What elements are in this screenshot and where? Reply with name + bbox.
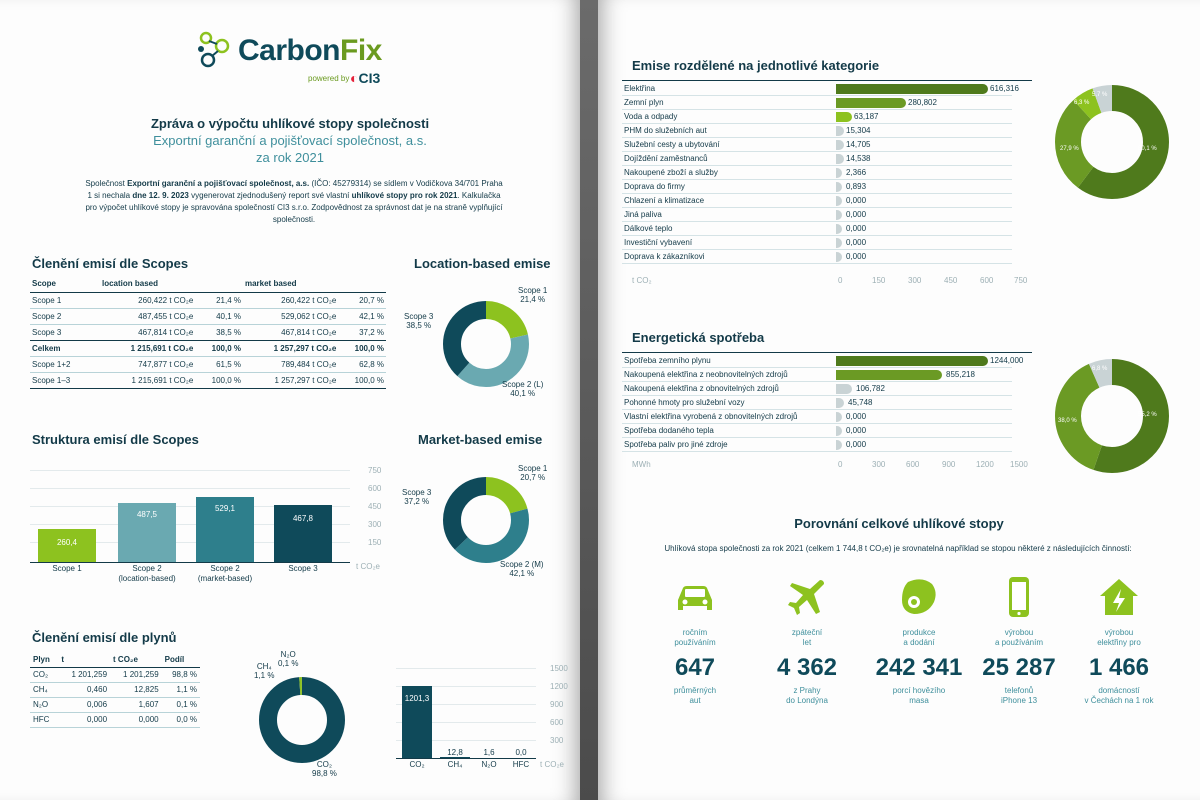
category-bar xyxy=(836,112,852,122)
tick-label: 1200 xyxy=(976,460,994,469)
donut-value-label: 6,8 % xyxy=(1092,366,1108,372)
tick-label: 300 xyxy=(908,276,922,285)
donut-value-label: 38,0 % xyxy=(1058,418,1077,424)
report-year: za rok 2021 xyxy=(256,150,324,165)
report-title: Zpráva o výpočtu uhlíkové stopy společnosti xyxy=(150,116,430,131)
bar-value-label: 260,4 xyxy=(56,538,78,547)
category-bar xyxy=(836,210,842,220)
category-bar xyxy=(836,84,988,94)
logo-wordmark: CarbonFix xyxy=(238,34,382,67)
tick-label: 0 xyxy=(838,460,843,469)
structure-bar-chart xyxy=(30,462,390,583)
categories-donut-chart xyxy=(1050,80,1174,204)
energy-row: Spotřeba paliv pro jiné zdroje 0,000 xyxy=(622,438,1012,452)
market-donut-heading: Market-based emise xyxy=(418,432,543,447)
powered-by-label: powered by xyxy=(308,74,350,83)
report-company: Exportní garanční a pojišťovací společnost, a.s. xyxy=(153,133,427,148)
gas-bar-chart xyxy=(396,664,576,774)
energy-row: Vlastní elektřina vyrobená z obnovitelných zdrojů 0,000 xyxy=(622,410,1012,424)
bar-value-label: 1201,3 xyxy=(404,694,430,703)
bar-value-label: 0,0 xyxy=(515,748,527,757)
bar-category-label: Scope 1 xyxy=(52,564,82,573)
market-label-scope1: Scope 1 20,7 % xyxy=(518,464,548,482)
house-electricity-icon xyxy=(1096,574,1142,620)
donut-value-label: 5,7 % xyxy=(1092,92,1108,98)
comparison-item-flights: zpáteční let 4 362 z Prahy do Londýna xyxy=(752,574,862,706)
unit-label: t CO₂ xyxy=(632,276,652,285)
table-row-total: Celkem 1 215,691 t CO₂e 100,0 % 1 257,297 t CO₂e 100,0 % xyxy=(30,340,386,356)
tick-label: 450 xyxy=(944,276,958,285)
tick-label: 600 xyxy=(550,718,564,727)
energy-row: Spotřeba zemního plynu 1244,000 xyxy=(622,354,1012,368)
tick-label: 600 xyxy=(906,460,920,469)
category-bar xyxy=(836,140,844,150)
category-row: Služební cesty a ubytování 14,705 xyxy=(622,138,1012,152)
bar-value-label: 467,8 xyxy=(292,514,314,523)
unit-label: t CO₂e xyxy=(540,760,564,769)
comparison-subtitle: Uhlíková stopa společnosti za rok 2021 (celkem 1 744,8 t CO₂e) je srovnatelná například se stopou některé z následujících činností: xyxy=(664,544,1132,553)
category-row: Chlazení a klimatizace 0,000 xyxy=(622,194,1012,208)
bar-value-label: 1,6 xyxy=(483,748,495,757)
comparison-item-phones: výrobou a používáním 25 287 telefonů iPhone 13 xyxy=(964,574,1074,706)
tick-label: 450 xyxy=(368,502,382,511)
table-row: N₂O 0,006 1,607 0,1 % xyxy=(30,697,200,712)
carbonfix-logo xyxy=(196,30,232,73)
table-row: Scope 1+2 747,877 t CO₂e 61,5 % 789,484 t CO₂e 62,8 % xyxy=(30,356,386,372)
category-row: Voda a odpady 63,187 xyxy=(622,110,1012,124)
location-label-scope3: Scope 3 38,5 % xyxy=(404,312,434,330)
tick-label: 600 xyxy=(368,484,382,493)
category-bar xyxy=(836,196,842,206)
gas-table xyxy=(30,652,200,728)
bar-category-label: CH₄ xyxy=(447,760,463,769)
donut-value-label: 60,1 % xyxy=(1138,146,1157,152)
table-row: CO₂ 1 201,259 1 201,259 98,8 % xyxy=(30,667,200,682)
energy-bar-chart xyxy=(622,354,1032,458)
airplane-icon xyxy=(784,574,830,620)
phone-icon xyxy=(996,574,1042,620)
report-page-right xyxy=(598,0,1200,800)
gas-label-ch4: CH₄ 1,1 % xyxy=(254,662,275,680)
gas-donut-chart xyxy=(254,672,350,768)
unit-label: t CO₂e xyxy=(356,562,380,571)
table-row: HFC 0,000 0,000 0,0 % xyxy=(30,712,200,727)
bar-value-label: 529,1 xyxy=(214,504,236,513)
gas-label-co2: CO₂ 98,8 % xyxy=(312,760,337,778)
bar-value-label: 12,8 xyxy=(447,748,463,757)
category-bar xyxy=(836,182,842,192)
gas-slice-co2 xyxy=(268,686,336,754)
tick-label: 300 xyxy=(550,736,564,745)
energy-bar xyxy=(836,426,842,436)
comparison-item-beef: produkce a dodání 242 341 porcí hovězího masa xyxy=(864,574,974,706)
table-row: Scope 1 260,422 t CO₂e 21,4 % 260,422 t CO₂e 20,7 % xyxy=(30,292,386,308)
market-label-scope2: Scope 2 (M) 42,1 % xyxy=(500,560,544,578)
table-row: Scope 1–3 1 215,691 t CO₂e 100,0 % 1 257,297 t CO₂e 100,0 % xyxy=(30,372,386,388)
category-row: Investiční vybavení 0,000 xyxy=(622,236,1012,250)
bar-category-label: Scope 3 xyxy=(288,564,318,573)
market-label-scope3: Scope 3 37,2 % xyxy=(402,488,432,506)
category-row: Dálkové teplo 0,000 xyxy=(622,222,1012,236)
category-row: Elektřina 616,316 xyxy=(622,82,1012,96)
energy-row: Nakoupená elektřina z obnovitelných zdrojů 106,782 xyxy=(622,382,1012,396)
category-bar xyxy=(836,224,842,234)
comparison-number: 4 362 xyxy=(776,654,838,681)
tick-label: 900 xyxy=(942,460,956,469)
category-bar xyxy=(836,98,906,108)
energy-bar xyxy=(836,370,942,380)
bar-category-label: HFC xyxy=(512,760,530,769)
category-bar xyxy=(836,126,844,136)
steak-icon xyxy=(896,574,942,620)
structure-chart-heading: Struktura emisí dle Scopes xyxy=(32,432,199,447)
tick-label: 900 xyxy=(550,700,564,709)
molecule-icon xyxy=(196,30,232,68)
tick-label: 300 xyxy=(368,520,382,529)
gas-label-n2o: N₂O 0,1 % xyxy=(278,650,299,668)
comparison-heading: Porovnání celkové uhlíkové stopy xyxy=(794,516,1004,531)
bar-category-label: CO₂ xyxy=(409,760,425,769)
car-icon xyxy=(672,574,718,620)
comparison-item-households: výrobou elektřiny pro 1 466 domácností v Čechách na 1 rok xyxy=(1064,574,1174,706)
tick-label: 0 xyxy=(838,276,843,285)
donut-value-label: 27,9 % xyxy=(1060,146,1079,152)
energy-bar xyxy=(836,412,842,422)
comparison-number: 25 287 xyxy=(982,654,1056,681)
bar-category-label: Scope 2 (location-based) xyxy=(118,564,176,583)
table-header-row: Scope location based market based xyxy=(30,276,386,292)
category-row: Doprava k zákazníkovi 0,000 xyxy=(622,250,1012,264)
energy-row: Pohonné hmoty pro služební vozy 45,748 xyxy=(622,396,1012,410)
energy-bar xyxy=(836,384,852,394)
comparison-number: 647 xyxy=(674,654,716,681)
energy-heading: Energetická spotřeba xyxy=(632,330,765,345)
table-header-row: Plyn t t CO₂e Podíl xyxy=(30,652,200,667)
energy-bar xyxy=(836,356,988,366)
bar-value-label: 487,5 xyxy=(136,510,158,519)
location-donut-chart xyxy=(438,296,534,392)
category-row: Zemní plyn 280,802 xyxy=(622,96,1012,110)
category-row: PHM do služebních aut 15,304 xyxy=(622,124,1012,138)
category-bar xyxy=(836,168,842,178)
tick-label: 300 xyxy=(872,460,886,469)
table-row: Scope 3 467,814 t CO₂e 38,5 % 467,814 t CO₂e 37,2 % xyxy=(30,324,386,340)
comparison-number: 1 466 xyxy=(1088,654,1150,681)
scopes-table-heading: Členění emisí dle Scopes xyxy=(32,256,189,271)
categories-heading: Emise rozdělené na jednotlivé kategorie xyxy=(632,58,880,73)
donut-value-label: 55,2 % xyxy=(1138,412,1157,418)
location-donut-heading: Location-based emise xyxy=(414,256,551,271)
report-page-left xyxy=(0,0,580,800)
ci3-logo: ◐CI3 xyxy=(350,70,381,86)
energy-row: Spotřeba dodaného tepla 0,000 xyxy=(622,424,1012,438)
tick-label: 600 xyxy=(980,276,994,285)
category-bar xyxy=(836,154,844,164)
category-row: Dojíždění zaměstnanců 14,538 xyxy=(622,152,1012,166)
tick-label: 150 xyxy=(872,276,886,285)
tick-label: 750 xyxy=(1014,276,1028,285)
category-row: Nakoupené zboží a služby 2,366 xyxy=(622,166,1012,180)
unit-label: MWh xyxy=(632,460,651,469)
comparison-item-cars: ročním používáním 647 průměrných aut xyxy=(640,574,750,706)
location-label-scope2: Scope 2 (L) 40,1 % xyxy=(502,380,544,398)
category-row: Doprava do firmy 0,893 xyxy=(622,180,1012,194)
bar-category-label: Scope 2 (market-based) xyxy=(197,564,253,583)
energy-bar xyxy=(836,398,844,408)
market-donut-chart xyxy=(438,472,534,568)
comparison-number: 242 341 xyxy=(875,654,963,681)
category-row: Jiná paliva 0,000 xyxy=(622,208,1012,222)
category-bar xyxy=(836,252,842,262)
energy-row: Nakoupená elektřina z neobnovitelných zdrojů 855,218 xyxy=(622,368,1012,382)
location-label-scope1: Scope 1 21,4 % xyxy=(518,286,548,304)
scopes-table xyxy=(30,276,386,389)
category-bar xyxy=(836,238,842,248)
tick-label: 1500 xyxy=(550,664,568,673)
donut-value-label: 6,3 % xyxy=(1074,100,1090,106)
tick-label: 1500 xyxy=(1010,460,1028,469)
tick-label: 750 xyxy=(368,466,382,475)
report-intro: Společnost Exportní garanční a pojišťovací společnost, a.s. (IČO: 45279314) se sídlem v Vodičkova 34/701 Praha 1 si nechala dne 12. 9. 2023 vygenerovat zjednodušený report své vlastní uhlíkové stopy pro rok 2021. Kalkulačka pro výpočet uhlíkové stopy je spravována společností CI3 s.r.o. Zodpovědnost za správnost dat je na straně vyplňující společnosti. xyxy=(85,179,503,224)
tick-label: 150 xyxy=(368,538,382,547)
table-row: Scope 2 487,455 t CO₂e 40,1 % 529,062 t CO₂e 42,1 % xyxy=(30,308,386,324)
bar-category-label: N₂O xyxy=(481,760,497,769)
tick-label: 1200 xyxy=(550,682,568,691)
table-row: CH₄ 0,460 12,825 1,1 % xyxy=(30,682,200,697)
categories-bar-chart xyxy=(622,82,1032,272)
energy-bar xyxy=(836,440,842,450)
gas-table-heading: Členění emisí dle plynů xyxy=(32,630,177,645)
